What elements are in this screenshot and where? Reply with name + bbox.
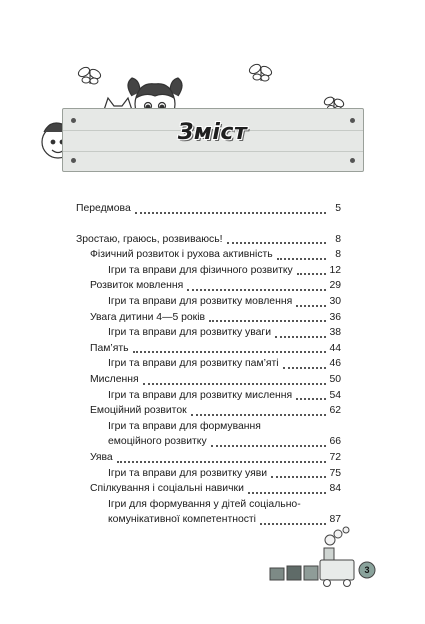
toc-title-line2: емоційного розвитку [108, 436, 207, 448]
toc-page: 8 [335, 233, 341, 245]
toc-page: 36 [329, 311, 341, 323]
toc-title: Ігри та вправи для розвитку мовлення [108, 295, 293, 307]
toc-page: 84 [329, 483, 341, 495]
toc-title: Ігри та вправи для розвитку пам’яті [108, 358, 279, 370]
toc-page: 54 [329, 389, 341, 401]
toc-title: Ігри та вправи для фізичного розвитку [108, 264, 293, 276]
toc-title: Уява [90, 451, 113, 463]
locomotive-icon [320, 560, 354, 580]
toc-title: Спілкування і соціальні навички [90, 483, 244, 495]
toc-title-line2: комунікативної компетентності [108, 514, 256, 526]
wagon-icon [270, 568, 284, 580]
page-number: 3 [364, 565, 370, 575]
toc-title: Зростаю, граюсь, розвиваюсь! [76, 233, 223, 245]
toc-title: Мислення [90, 373, 139, 385]
toc-title: Передмова [76, 203, 131, 214]
toc-page: 50 [329, 373, 341, 385]
toc-title: Розвиток мовлення [90, 280, 184, 292]
toc-page: 72 [329, 451, 341, 463]
toc-page: 75 [329, 467, 341, 479]
toc-page: 8 [335, 249, 341, 261]
page-title: Зміст [177, 120, 248, 145]
toc-page: 38 [329, 327, 341, 339]
toc-title: Увага дитини 4—5 років [90, 311, 206, 323]
toc-title-line1: Ігри та вправи для формування [108, 420, 261, 432]
toc-page: 12 [329, 264, 341, 276]
toc-page: 46 [329, 358, 341, 370]
toc-title: Ігри та вправи для розвитку уваги [108, 327, 272, 339]
wagon-icon [304, 566, 318, 580]
toc-page: 5 [335, 203, 341, 214]
toc-page: 30 [329, 295, 341, 307]
toc-page: 66 [329, 436, 341, 448]
toc-page: 44 [329, 342, 341, 354]
wagon-icon [287, 566, 301, 580]
toc-title-line1: Ігри для формування у дітей соціально- [108, 498, 301, 510]
toc-title: Ігри та вправи для розвитку уяви [108, 467, 268, 479]
toc-title: Фізичний розвиток і рухова активність [90, 249, 273, 261]
toc-title: Емоційний розвиток [90, 405, 187, 417]
toc-title: Ігри та вправи для розвитку мислення [108, 389, 293, 401]
toc-page: 62 [329, 405, 341, 417]
toc-title: Пам’ять [90, 342, 129, 354]
toc-page: 29 [329, 280, 341, 292]
toc-page: 87 [329, 514, 341, 526]
